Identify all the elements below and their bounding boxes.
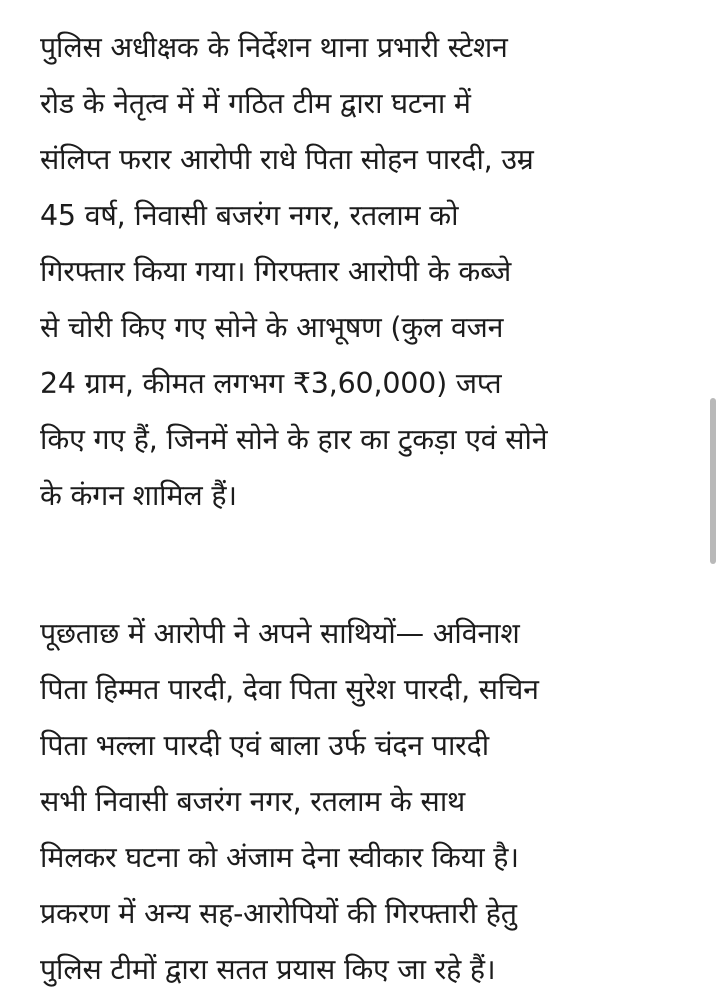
text-line: के कंगन शामिल हैं। (40, 479, 237, 512)
text-line: से चोरी किए गए सोने के आभूषण (कुल वजन (40, 311, 504, 344)
text-line: पिता भल्ला पारदी एवं बाला उर्फ चंदन पारदी (40, 729, 489, 762)
paragraph-arrest (40, 20, 670, 524)
text-line: पुलिस अधीक्षक के निर्देशन थाना प्रभारी स्टेशन (40, 31, 508, 64)
text-line: 45 वर्ष, निवासी बजरंग नगर, रतलाम को (40, 199, 459, 232)
text-line: प्रकरण में अन्य सह-आरोपियों की गिरफ्तारी हेतु (40, 897, 517, 930)
text-line: पुलिस टीमों द्वारा सतत प्रयास किए जा रहे हैं। (40, 953, 496, 986)
paragraph-spacer (40, 524, 670, 606)
text-line: गिरफ्तार किया गया। गिरफ्तार आरोपी के कब्जे (40, 255, 512, 288)
text-line: रोड के नेतृत्व में में गठित टीम द्वारा घटना में (40, 87, 471, 120)
text-line: किए गए हैं, जिनमें सोने के हार का टुकड़ा एवं सोने (40, 423, 548, 456)
text-line: सभी निवासी बजरंग नगर, रतलाम के साथ (40, 785, 466, 818)
vertical-scrollbar[interactable] (710, 398, 716, 564)
text-line: पिता हिम्मत पारदी, देवा पिता सुरेश पारदी, सचिन (40, 673, 539, 706)
text-line: 24 ग्राम, कीमत लगभग ₹3,60,000) जप्त (40, 367, 502, 400)
text-line: संलिप्त फरार आरोपी राधे पिता सोहन पारदी, उम्र (40, 143, 534, 176)
text-line: पूछताछ में आरोपी ने अपने साथियों— अविनाश (40, 617, 520, 650)
text-line: मिलकर घटना को अंजाम देना स्वीकार किया है। (40, 841, 519, 874)
paragraph-interrogation (40, 606, 670, 998)
